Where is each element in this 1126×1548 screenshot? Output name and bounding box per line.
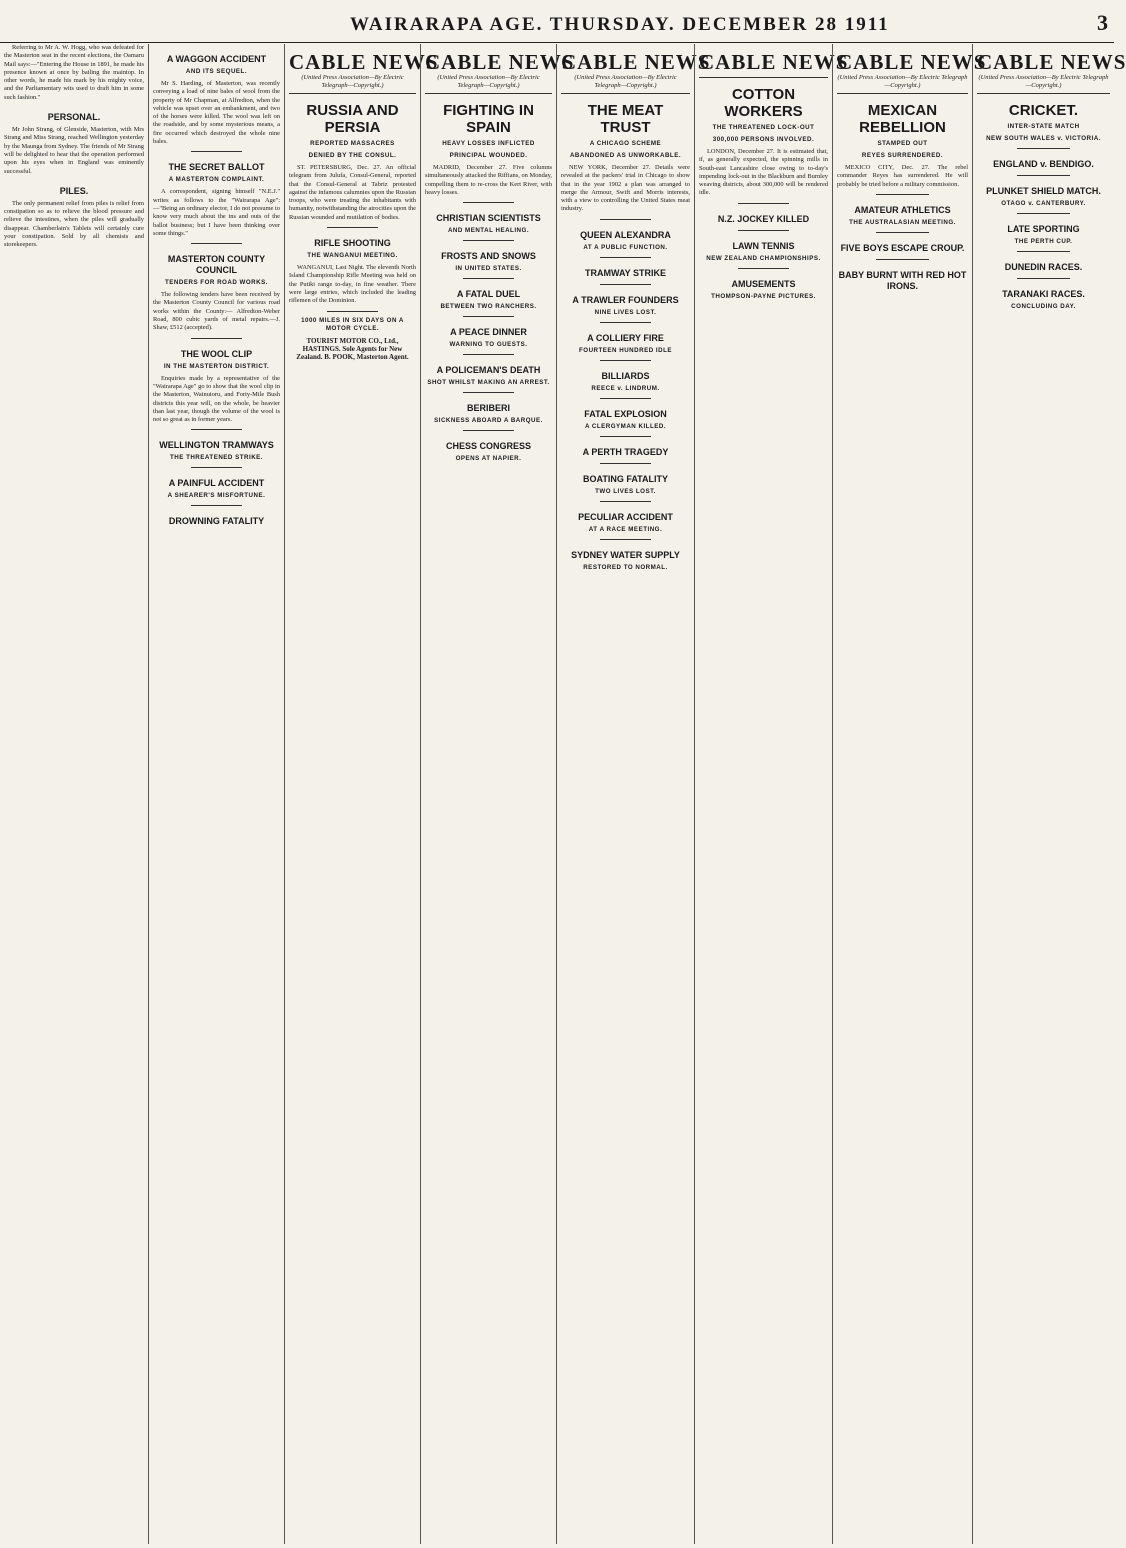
column-7 — [832, 44, 987, 1544]
divider — [738, 230, 790, 231]
scientists-heading: CHRISTIAN SCIENTISTS — [436, 213, 541, 224]
divider — [191, 151, 242, 152]
mexican-subheading-2: REYES SURRENDERED. — [861, 152, 944, 159]
cable-news-banner — [561, 50, 711, 94]
column-6 — [694, 44, 849, 1544]
cable-news-credit: (United Press Association—By Electric Telegraph—Copyright.) — [574, 74, 677, 89]
page-number: 3 — [1097, 10, 1108, 35]
russia-subheading-2: DENIED BY THE CONSUL. — [308, 152, 397, 159]
policeman-heading: A POLICEMAN'S DEATH — [436, 365, 541, 376]
tennis-heading: LAWN TENNIS — [732, 240, 795, 251]
wool-paragraph: Enquiries made by a representative of the "Wairarapa Age" go to show that the wool clip in the Masterton, Wainuioru, and Forty-Mile Bush districts this year will, on the whole, be heavier than last year, though the volume of the wool is not so great as in former years. — [153, 374, 280, 424]
dunedin-heading: DUNEDIN RACES. — [1004, 262, 1083, 272]
wool-subheading: IN THE MASTERTON DISTRICT. — [163, 362, 270, 370]
divider — [738, 268, 790, 269]
divider — [191, 338, 242, 339]
rifle-heading: RIFLE SHOOTING — [314, 238, 391, 249]
policeman-subheading: SHOT WHILST MAKING AN ARREST. — [427, 379, 550, 387]
beriberi-heading: BERIBERI — [466, 403, 510, 414]
cotton-subheading-2: 300,000 PERSONS INVOLVED. — [712, 136, 815, 143]
croup-heading: FIVE BOYS ESCAPE CROUP. — [840, 242, 965, 253]
cable-news-banner — [289, 50, 439, 94]
personal-heading: PERSONAL. — [47, 112, 101, 123]
spain-paragraph: MADRID, December 27. Five columns simultaneously attacked the Riffians, on Monday, compelling them to re-cross the Kert River, with heavy losses. — [425, 164, 552, 196]
frosts-heading: FROSTS AND SNOWS — [441, 251, 536, 262]
peace-dinner-heading: A PEACE DINNER — [450, 327, 527, 338]
queen-subheading: AT A PUBLIC FUNCTION. — [583, 243, 668, 251]
rifle-paragraph: WANGANUI, Last Night. The eleventh North Island Championship Rifle Meeting was held on the Putiki range to-day, in fine weather. There were large entries, which included the leading riflemen of the Dominion. — [289, 264, 416, 305]
mexican-subheading: STAMPED OUT — [877, 140, 928, 147]
late-sporting-heading: LATE SPORTING — [1007, 224, 1080, 234]
cable-news-banner — [837, 50, 987, 94]
bendigo-heading: ENGLAND v. BENDIGO. — [993, 159, 1094, 169]
tramways-subheading: THE THREATENED STRIKE. — [169, 454, 264, 462]
chess-heading: CHESS CONGRESS — [445, 441, 532, 452]
meat-trust-heading: THE MEAT TRUST — [587, 102, 664, 136]
tramways-heading: WELLINGTON TRAMWAYS — [159, 440, 274, 451]
motorcycle-heading: 1000 MILES IN SIX DAYS ON A MOTOR CYCLE. — [301, 316, 404, 332]
amusements-subheading: THOMPSON-PAYNE PICTURES. — [711, 292, 816, 300]
spain-subheading-2: PRINCIPAL WOUNDED. — [449, 152, 528, 159]
waggon-subheading: AND ITS SEQUEL. — [185, 68, 248, 75]
intro-paragraph: Referring to Mr A. W. Hogg, who was defeated for the Masterton seat in the recent elections, the Oamaru Mail says:—"Entering the House in 1891, he made his presence known at once by bailing the maintop. In other words, he made his mark by his mighty voice, and the Parliamentary wits used to draft him in some such fashion." — [4, 44, 144, 101]
explosion-subheading: A CLERGYMAN KILLED. — [584, 422, 667, 430]
waggon-heading: A WAGGON ACCIDENT — [166, 54, 267, 64]
divider — [463, 278, 514, 279]
meat-trust-paragraph: NEW YORK, December 27. Details were revealed at the packers' trial in Chicago to show that in the year 1902 a plan was arranged to merge the Armour, Swift and Morris interests, with a view to controlling the United States meat industry. — [561, 164, 690, 213]
cable-news-credit: (United Press Association—By Electric Telegraph—Copyright.) — [437, 74, 540, 89]
cable-news-banner — [977, 50, 1126, 94]
divider — [191, 429, 242, 430]
cable-news-title: CABLE NEWS — [837, 50, 987, 74]
divider — [463, 430, 514, 431]
divider — [327, 311, 378, 312]
water-supply-subheading: RESTORED TO NORMAL. — [583, 563, 668, 571]
peace-dinner-subheading: WARNING TO GUESTS. — [449, 341, 528, 349]
amusements-heading: AMUSEMENTS — [731, 278, 796, 289]
cotton-subheading: THE THREATENED LOCK-OUT — [712, 124, 815, 131]
late-sporting-subheading: THE PERTH CUP. — [1014, 238, 1073, 245]
accident-subheading: A SHEARER'S MISFORTUNE. — [167, 492, 266, 500]
billiards-heading: BILLIARDS — [601, 370, 650, 381]
spain-heading: FIGHTING IN SPAIN — [443, 102, 534, 136]
piles-paragraph: The only permanent relief from piles is relief from constipation so as to relieve the blood pressure and relieve the intestines, when the piles will gradually disappear. Chamberlain's Tablets will certainly cure your constipation. Sold by all chemists and storekeepers. — [4, 199, 144, 249]
divider — [1017, 278, 1070, 279]
divider — [463, 202, 514, 203]
divider — [1017, 251, 1070, 252]
divider — [600, 436, 652, 437]
column-1 — [0, 44, 148, 1544]
mexican-heading: MEXICAN REBELLION — [859, 102, 946, 136]
colliery-heading: A COLLIERY FIRE — [587, 332, 664, 343]
beriberi-subheading: SICKNESS ABOARD A BARQUE. — [434, 417, 543, 425]
cotton-heading: COTTON WORKERS — [724, 86, 803, 120]
ballot-heading: THE SECRET BALLOT — [168, 162, 265, 173]
colliery-subheading: FOURTEEN HUNDRED IDLE — [578, 346, 672, 354]
council-heading: MASTERTON COUNTY COUNCIL — [167, 254, 266, 276]
duel-subheading: BETWEEN TWO RANCHERS. — [440, 303, 537, 311]
divider — [1017, 175, 1070, 176]
masthead — [0, 0, 1114, 42]
column-3 — [284, 44, 439, 1544]
piles-heading: PILES. — [59, 185, 89, 196]
divider — [191, 467, 242, 468]
taranaki-subheading: CONCLUDING DAY. — [1011, 303, 1076, 310]
masthead-title: WAIRARAPA AGE. THURSDAY. DECEMBER 28 1911 — [350, 14, 890, 35]
plunket-subheading: OTAGO v. CANTERBURY. — [1001, 200, 1086, 207]
divider — [463, 392, 514, 393]
divider — [876, 232, 928, 233]
columns — [0, 44, 1126, 1544]
trawler-subheading: NINE LIVES LOST. — [594, 308, 657, 316]
ballot-subheading: A MASTERTON COMPLAINT. — [168, 176, 265, 184]
divider — [600, 398, 652, 399]
rifle-subheading: THE WANGANUI MEETING. — [307, 252, 398, 260]
cable-news-credit: (United Press Association—By Electric Telegraph—Copyright.) — [978, 74, 1109, 89]
divider — [600, 463, 652, 464]
russia-heading: RUSSIA AND PERSIA — [306, 102, 399, 136]
water-supply-heading: SYDNEY WATER SUPPLY — [571, 549, 680, 560]
divider — [600, 322, 652, 323]
divider — [463, 240, 514, 241]
taranaki-heading: TARANAKI RACES. — [1002, 289, 1085, 299]
divider — [600, 257, 652, 258]
divider — [600, 219, 652, 220]
cricket-subheading: INTER-STATE MATCH — [1007, 123, 1080, 130]
meat-trust-subheading-2: ABANDONED AS UNWORKABLE. — [569, 152, 682, 159]
russia-subheading: REPORTED MASSACRES — [310, 140, 395, 147]
divider — [191, 505, 242, 506]
chess-subheading: OPENS AT NAPIER. — [455, 455, 522, 463]
cable-news-banner — [699, 50, 849, 78]
frosts-subheading: IN UNITED STATES. — [455, 265, 522, 273]
cable-news-title: CABLE NEWS — [289, 50, 439, 74]
divider — [600, 284, 652, 285]
personal-paragraph: Mr John Strang, of Glenside, Masterton, with Mrs Strang and Miss Strang, reached Wellington yesterday by the Maunga from Sydney. The friends of Mr Strang will be delighted to hear that the operation performed upon his eyes when in England was eminently successful. — [4, 126, 144, 175]
cable-news-credit: (United Press Association—By Electric Telegraph—Copyright.) — [301, 74, 404, 89]
cable-news-title: CABLE NEWS — [699, 50, 849, 74]
divider — [876, 259, 928, 260]
explosion-heading: FATAL EXPLOSION — [584, 408, 667, 419]
masthead-rule — [0, 42, 1114, 43]
divider — [463, 316, 514, 317]
meat-trust-subheading: A CHICAGO SCHEME — [589, 140, 662, 147]
russia-paragraph: ST. PETERSBURG, Dec. 27. An official telegram from Julufa, Consul-General, reported that the Consul-General at Tabriz protested against the infamous calumnies upon the Russian troops, who were treating the inhabitants with humanity, notwithstanding the atrocities upon the Russian wounded and mutilation of bodies. — [289, 164, 416, 221]
cable-news-credit: (United Press Association—By Electric Telegraph—Copyright.) — [837, 74, 968, 89]
divider — [463, 354, 514, 355]
cable-news-title: CABLE NEWS — [561, 50, 711, 74]
cable-news-title: CABLE NEWS — [977, 50, 1126, 74]
athletics-subheading: THE AUSTRALASIAN MEETING. — [849, 218, 956, 226]
column-4 — [420, 44, 575, 1544]
boating-heading: BOATING FATALITY — [583, 473, 668, 484]
column-2 — [148, 44, 284, 1544]
column-5 — [556, 44, 711, 1544]
council-subheading: TENDERS FOR ROAD WORKS. — [165, 279, 268, 287]
peculiar-accident-subheading: AT A RACE MEETING. — [588, 525, 663, 533]
cricket-heading: CRICKET. — [1008, 102, 1079, 119]
cable-news-banner — [425, 50, 575, 94]
jockey-heading: N.Z. JOCKEY KILLED — [717, 213, 810, 224]
mexican-paragraph: MEXICO CITY, Dec. 27. The rebel commander Reyes has surrendered. He will probably be tried before a military commission. — [837, 164, 968, 188]
perth-tragedy-heading: A PERTH TRAGEDY — [582, 446, 669, 457]
plunket-heading: PLUNKET SHIELD MATCH. — [986, 186, 1101, 196]
cotton-paragraph: LONDON, December 27. It is estimated that, if, as generally expected, the spinning mills in South-east Lancashire close owing to to-day's impending lock-out in the Blackburn and Burnley weaving districts, about 300,000 will be rendered idle. — [699, 148, 828, 197]
divider — [876, 194, 928, 195]
council-paragraph: The following tenders have been received by the Masterton County Council for various road works within the County:— Alfredton-Weber Road, 800 cubic yards of metal repairs.—J. Shaw, £512 (accepted). — [153, 291, 280, 332]
wool-heading: THE WOOL CLIP — [180, 348, 253, 359]
trawler-heading: A TRAWLER FOUNDERS — [572, 294, 679, 305]
baby-burnt-heading: BABY BURNT WITH RED HOT IRONS. — [838, 269, 967, 291]
cable-news-title: CABLE NEWS — [425, 50, 575, 74]
divider — [191, 243, 242, 244]
tennis-subheading: NEW ZEALAND CHAMPIONSHIPS. — [706, 254, 821, 262]
ballot-paragraph: A correspondent, signing himself "N.E.J." writes as follows to the "Wairarapa Age":—"Being an ordinary elector, I do not presume to know very much about the ins and outs of the ballot business; but I have been thinking over some things." — [153, 188, 280, 237]
drowning-heading: DROWNING FATALITY — [168, 516, 265, 527]
cricket-subheading-2: NEW SOUTH WALES v. VICTORIA. — [986, 135, 1101, 142]
motor-advert: TOURIST MOTOR CO., Ltd., HASTINGS. Sole Agents for New Zealand. B. POOK, Masterton Agent. — [296, 336, 409, 362]
divider — [600, 501, 652, 502]
divider — [600, 539, 652, 540]
tramway-strike-heading: TRAMWAY STRIKE — [584, 267, 666, 278]
column-8 — [972, 44, 1126, 1544]
scientists-subheading: AND MENTAL HEALING. — [447, 227, 530, 235]
divider — [600, 360, 652, 361]
athletics-heading: AMATEUR ATHLETICS — [854, 204, 951, 215]
queen-heading: QUEEN ALEXANDRA — [580, 229, 671, 240]
divider — [738, 203, 790, 204]
accident-heading: A PAINFUL ACCIDENT — [168, 478, 265, 489]
billiards-subheading: REECE v. LINDRUM. — [591, 384, 660, 392]
boating-subheading: TWO LIVES LOST. — [595, 487, 656, 495]
divider — [1017, 213, 1070, 214]
divider — [327, 227, 378, 228]
divider — [1017, 148, 1070, 149]
peculiar-accident-heading: PECULIAR ACCIDENT — [578, 511, 673, 522]
duel-heading: A FATAL DUEL — [456, 289, 521, 300]
waggon-paragraph: Mr S. Harding, of Masterton, was recently conveying a load of nine bales of wool from the property of Mr Chapman, at Alfredton, when the vehicle was upset over an embankment, and two of the horses were killed. The wool was left on the roadside, and by some mysterious means, a fire occurred which destroyed the whole nine bales. — [153, 80, 280, 146]
spain-subheading: HEAVY LOSSES INFLICTED — [442, 140, 535, 147]
